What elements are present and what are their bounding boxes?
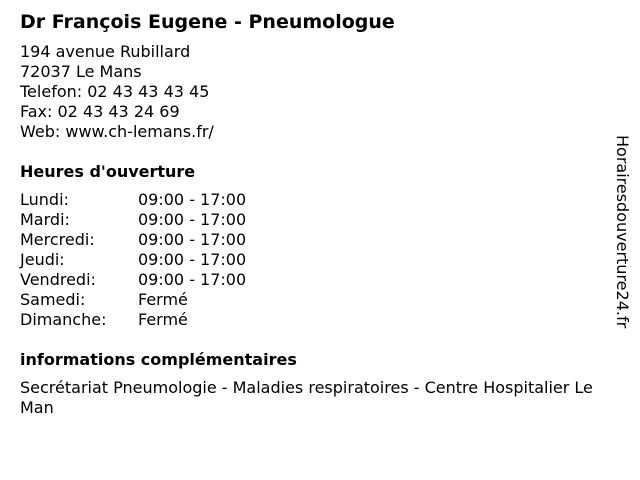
day-hours: Fermé xyxy=(138,290,188,309)
hours-row-monday xyxy=(20,190,620,210)
hours-row-thursday xyxy=(20,250,620,270)
day-hours: 09:00 - 17:00 xyxy=(138,250,247,269)
business-card xyxy=(20,10,620,418)
hours-row-saturday xyxy=(20,290,620,310)
address-city: 72037 Le Mans xyxy=(20,62,142,81)
additional-info-text: Secrétariat Pneumologie - Maladies respiratoires - Centre Hospitalier Le Man xyxy=(20,378,593,417)
phone-number: Telefon: 02 43 43 43 45 xyxy=(20,82,210,101)
fax-number: Fax: 02 43 43 24 69 xyxy=(20,102,180,121)
opening-hours-table xyxy=(20,190,620,330)
day-label: Dimanche: xyxy=(20,310,107,329)
page-title: Dr François Eugene - Pneumologue xyxy=(20,11,395,33)
address-street: 194 avenue Rubillard xyxy=(20,42,191,61)
additional-info-heading: informations complémentaires xyxy=(20,350,297,369)
day-hours: 09:00 - 17:00 xyxy=(138,270,247,289)
day-hours: 09:00 - 17:00 xyxy=(138,230,247,249)
day-label: Mardi: xyxy=(20,210,70,229)
hours-row-wednesday xyxy=(20,230,620,250)
day-hours: 09:00 - 17:00 xyxy=(138,210,247,229)
site-brand-label: Horairesdouverture24.fr xyxy=(613,135,632,329)
day-label: Mercredi: xyxy=(20,230,95,249)
address-block xyxy=(20,42,620,142)
hours-row-tuesday xyxy=(20,210,620,230)
opening-hours-heading: Heures d'ouverture xyxy=(20,162,196,181)
day-label: Samedi: xyxy=(20,290,86,309)
hours-row-sunday xyxy=(20,310,620,330)
day-label: Lundi: xyxy=(20,190,69,209)
website-link: Web: www.ch-lemans.fr/ xyxy=(20,122,214,141)
day-label: Vendredi: xyxy=(20,270,96,289)
day-label: Jeudi: xyxy=(20,250,65,269)
day-hours: 09:00 - 17:00 xyxy=(138,190,247,209)
hours-row-friday xyxy=(20,270,620,290)
day-hours: Fermé xyxy=(138,310,188,329)
